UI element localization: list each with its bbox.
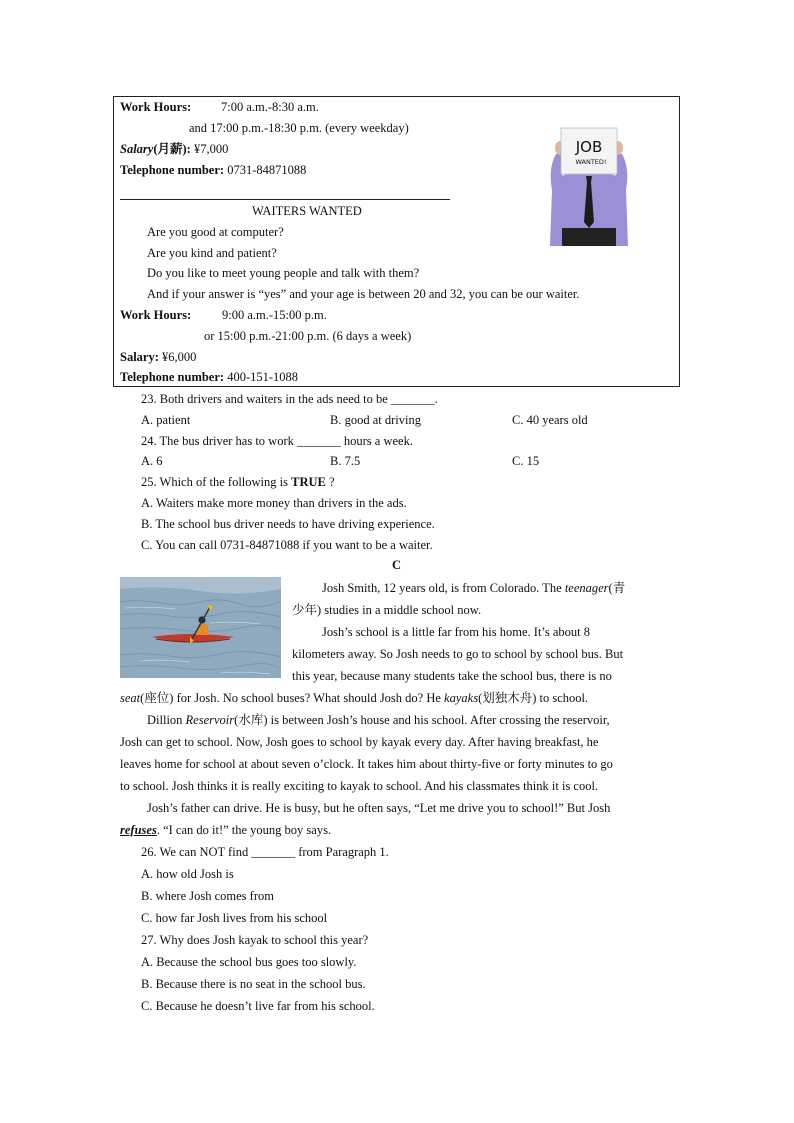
p2-line-3: this year, because many students take the school bus, there is no	[292, 669, 612, 683]
p2-line-2: kilometers away. So Josh needs to go to school by school bus. But	[292, 647, 624, 661]
driver-work-hours-2: and 17:00 p.m.-18:30 p.m. (every weekday)	[189, 121, 409, 135]
q26-option-b: B. where Josh comes from	[141, 889, 274, 903]
q26-option-a: A. how old Josh is	[141, 867, 234, 881]
question-24: 24. The bus driver has to work _______ hours a week.	[141, 434, 413, 448]
q23-option-b: B. good at driving	[330, 413, 421, 427]
p3-line-1: Dillion Reservoir(水库) is between Josh’s house and his school. After crossing the reservoir,	[147, 713, 610, 727]
q27-option-a: A. Because the school bus goes too slowly.	[141, 955, 357, 969]
waiters-q2: Are you kind and patient?	[147, 246, 277, 260]
p1-line-2: 少年) studies in a middle school now.	[292, 603, 482, 617]
driver-salary: Salary(月薪): ¥7,000	[120, 142, 229, 156]
q23-option-a: A. patient	[141, 413, 191, 427]
waiters-phone: Telephone number: 400-151-1088	[120, 370, 299, 384]
waiters-q1: Are you good at computer?	[147, 225, 284, 239]
waiters-work-hours-label: Work Hours:	[120, 308, 192, 322]
job-wanted-illustration	[546, 124, 632, 246]
question-26: 26. We can NOT find _______ from Paragraph 1.	[141, 845, 389, 859]
waiters-q3: Do you like to meet young people and talk with them?	[147, 266, 420, 280]
q24-option-a: A. 6	[141, 454, 163, 468]
job-wanted-image	[546, 124, 632, 246]
kayak-image	[120, 577, 281, 678]
driver-work-hours-1: 7:00 a.m.-8:30 a.m.	[221, 100, 319, 114]
p3-line-3: leaves home for school at about seven o’clock. It takes him about thirty-five or forty minutes to go	[120, 757, 613, 771]
waiters-title: WAITERS WANTED	[252, 204, 362, 218]
p3-line-4: to school. Josh thinks it is really exciting to kayak to school. And his classmates think it is cool.	[120, 779, 599, 793]
q25-option-a: A. Waiters make more money than drivers in the ads.	[141, 496, 407, 510]
passage-c-heading: C	[392, 558, 402, 572]
p2-line-4: seat(座位) for Josh. No school buses? What should Josh do? He kayaks(划独木舟) to school.	[120, 691, 589, 705]
q25-option-b: B. The school bus driver needs to have driving experience.	[141, 517, 435, 531]
q26-option-c: C. how far Josh lives from his school	[141, 911, 328, 925]
waiters-salary: Salary: ¥6,000	[120, 350, 197, 364]
question-27: 27. Why does Josh kayak to school this year?	[141, 933, 369, 947]
p1-line-1: Josh Smith, 12 years old, is from Colorado. The teenager(青	[322, 581, 626, 595]
job-sign-line1: JOB	[575, 138, 603, 156]
waiters-work-hours-1: 9:00 a.m.-15:00 p.m.	[222, 308, 327, 322]
driver-work-hours-label: Work Hours:	[120, 100, 192, 114]
q27-option-b: B. Because there is no seat in the school bus.	[141, 977, 366, 991]
q24-option-c: C. 15	[512, 454, 540, 468]
p4-line-2: refuses. “I can do it!” the young boy says.	[120, 823, 332, 837]
waiters-q4: And if your answer is “yes” and your age is between 20 and 32, you can be our waiter.	[147, 287, 580, 301]
q27-option-c: C. Because he doesn’t live far from his school.	[141, 999, 375, 1013]
question-25: 25. Which of the following is TRUE ?	[141, 475, 335, 489]
q24-option-b: B. 7.5	[330, 454, 361, 468]
p4-line-1: Josh’s father can drive. He is busy, but he often says, “Let me drive you to school!” But Josh	[147, 801, 611, 815]
p3-line-2: Josh can get to school. Now, Josh goes to school by kayak every day. After having breakfast, he	[120, 735, 599, 749]
job-sign-line2: WANTED!	[575, 158, 607, 166]
q23-option-c: C. 40 years old	[512, 413, 588, 427]
waiters-work-hours-2: or 15:00 p.m.-21:00 p.m. (6 days a week)	[204, 329, 412, 343]
p2-line-1: Josh’s school is a little far from his home. It’s about 8	[322, 625, 591, 639]
question-23: 23. Both drivers and waiters in the ads need to be _______.	[141, 392, 438, 406]
driver-phone: Telephone number: 0731-84871088	[120, 163, 307, 177]
ad-divider	[120, 199, 450, 200]
q25-option-c: C. You can call 0731-84871088 if you want to be a waiter.	[141, 538, 433, 552]
kayak-photo	[120, 577, 281, 678]
